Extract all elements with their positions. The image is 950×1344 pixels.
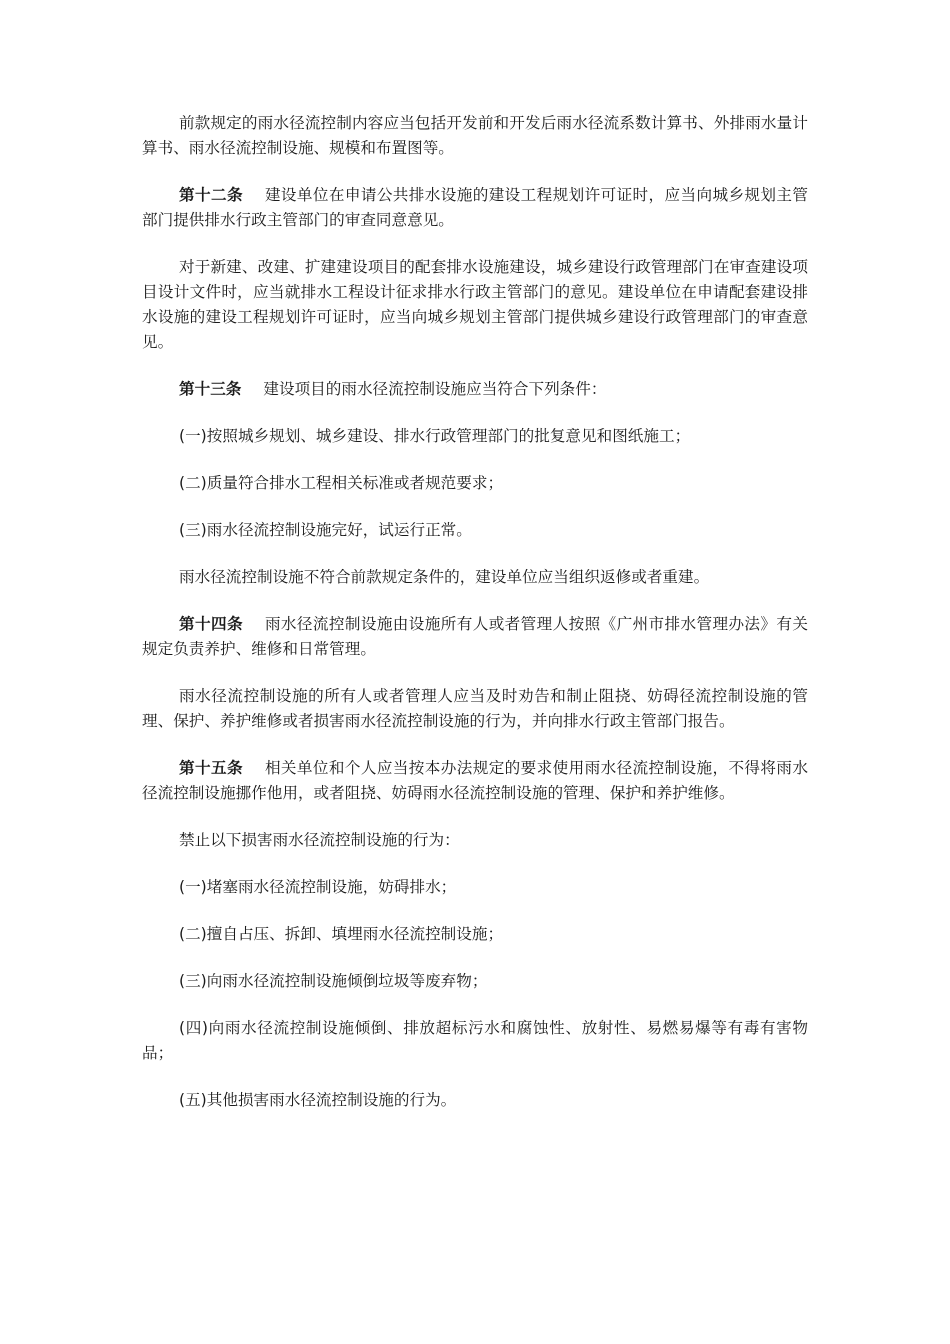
paragraph-7 xyxy=(142,518,808,543)
paragraph-14 xyxy=(142,922,808,947)
paragraph-11 xyxy=(142,756,808,806)
paragraph-text: 雨水径流控制设施的所有人或者管理人应当及时劝告和制止阻挠、妨碍径流控制设施的管理、保护、养护维修或者损害雨水径流控制设施的行为，并向排水行政主管部门报告。 xyxy=(142,687,808,730)
paragraph-1 xyxy=(142,111,808,161)
paragraph-3 xyxy=(142,255,808,355)
paragraph-text: (二)擅自占压、拆卸、填埋雨水径流控制设施； xyxy=(179,925,504,943)
paragraph-4 xyxy=(142,377,808,402)
paragraph-text: (三)向雨水径流控制设施倾倒垃圾等废弃物； xyxy=(179,972,488,990)
paragraph-12 xyxy=(142,828,808,853)
document-body xyxy=(142,111,808,1135)
paragraph-text: 建设单位在申请公共排水设施的建设工程规划许可证时，应当向城乡规划主管部门提供排水行政主管部门的审查同意意见。 xyxy=(142,186,808,229)
paragraph-text: 相关单位和个人应当按本办法规定的要求使用雨水径流控制设施，不得将雨水径流控制设施挪作他用，或者阻挠、妨碍雨水径流控制设施的管理、保护和养护维修。 xyxy=(142,759,808,802)
paragraph-10 xyxy=(142,684,808,734)
paragraph-15 xyxy=(142,969,808,994)
paragraph-text: (三)雨水径流控制设施完好，试运行正常。 xyxy=(179,521,472,539)
article-heading: 第十四条 xyxy=(179,615,243,633)
paragraph-17 xyxy=(142,1088,808,1113)
paragraph-16 xyxy=(142,1016,808,1066)
paragraph-text: 前款规定的雨水径流控制内容应当包括开发前和开发后雨水径流系数计算书、外排雨水量计算书、雨水径流控制设施、规模和布置图等。 xyxy=(142,114,808,157)
article-heading: 第十五条 xyxy=(179,759,243,777)
paragraph-text: 禁止以下损害雨水径流控制设施的行为： xyxy=(179,831,460,849)
paragraph-text: 建设项目的雨水径流控制设施应当符合下列条件： xyxy=(263,380,607,398)
paragraph-text: 对于新建、改建、扩建建设项目的配套排水设施建设，城乡建设行政管理部门在审查建设项目设计文件时，应当就排水工程设计征求排水行政主管部门的意见。建设单位在申请配套建设排水设施的建设工程规划许可证时，应当向城乡规划主管部门提供城乡建设行政管理部门的审查意见。 xyxy=(142,258,808,351)
paragraph-text: 雨水径流控制设施不符合前款规定条件的，建设单位应当组织返修或者重建。 xyxy=(179,568,710,586)
article-heading: 第十二条 xyxy=(179,186,243,204)
paragraph-8 xyxy=(142,565,808,590)
paragraph-9 xyxy=(142,612,808,662)
paragraph-13 xyxy=(142,875,808,900)
paragraph-text: (五)其他损害雨水径流控制设施的行为。 xyxy=(179,1091,457,1109)
article-heading: 第十三条 xyxy=(179,380,242,398)
paragraph-text: 雨水径流控制设施由设施所有人或者管理人按照《广州市排水管理办法》有关规定负责养护、维修和日常管理。 xyxy=(142,615,808,658)
paragraph-text: (四)向雨水径流控制设施倾倒、排放超标污水和腐蚀性、放射性、易燃易爆等有毒有害物品； xyxy=(142,1019,808,1062)
paragraph-text: (一)堵塞雨水径流控制设施，妨碍排水； xyxy=(179,878,457,896)
paragraph-2 xyxy=(142,183,808,233)
paragraph-text: (二)质量符合排水工程相关标准或者规范要求； xyxy=(179,474,504,492)
paragraph-6 xyxy=(142,471,808,496)
paragraph-5 xyxy=(142,424,808,449)
paragraph-text: (一)按照城乡规划、城乡建设、排水行政管理部门的批复意见和图纸施工； xyxy=(179,427,691,445)
